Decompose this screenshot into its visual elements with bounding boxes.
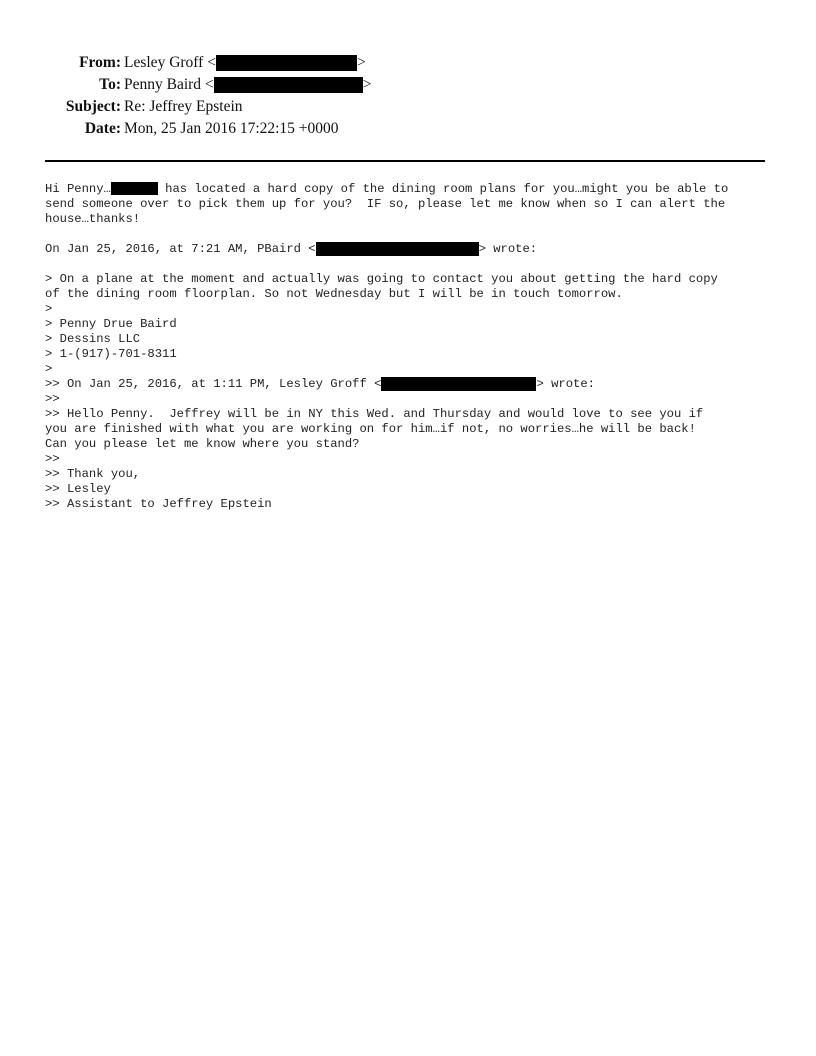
nested-quoted-line: >> Hello Penny. Jeffrey will be in NY this Wed. and Thursday and would love to see you if xyxy=(45,407,704,421)
body-text: has located a hard copy of the dining room plans for you…might you be able to xyxy=(157,182,729,196)
email-body xyxy=(45,182,775,512)
quoted-line: > On a plane at the moment and actually was going to contact you about getting the hard copy xyxy=(45,272,718,286)
quoted-line: > 1-(917)-701-8311 xyxy=(45,347,177,361)
to-name: Penny Baird < xyxy=(124,76,214,93)
redaction-box xyxy=(216,55,357,71)
quoted-line: of the dining room floorplan. So not Wednesday but I will be in touch tomorrow. xyxy=(45,287,623,301)
redaction-box xyxy=(381,377,536,391)
quote-header xyxy=(45,242,775,257)
body-text: > wrote: xyxy=(536,377,595,392)
blank-line xyxy=(45,227,775,242)
nested-quoted-line: >> Thank you, xyxy=(45,467,141,481)
nested-quoted-line: Can you please let me know where you stand? xyxy=(45,437,360,451)
date-row xyxy=(0,118,816,140)
nested-quoted-line: >> Assistant to Jeffrey Epstein xyxy=(45,497,272,511)
from-value xyxy=(124,52,366,74)
body-text: > wrote: xyxy=(478,242,538,257)
subject-value: Re: Jeffrey Epstein xyxy=(124,98,243,115)
body-text: On Jan 25, 2016, at 7:21 AM, PBaird < xyxy=(45,242,316,257)
quoted-line: > Penny Drue Baird xyxy=(45,317,177,331)
date-value: Mon, 25 Jan 2016 17:22:15 +0000 xyxy=(124,120,339,137)
subject-row xyxy=(0,96,816,118)
to-label: To: xyxy=(99,76,121,93)
quoted-line: > Dessins LLC xyxy=(45,332,141,346)
body-line: house…thanks! xyxy=(45,212,141,226)
from-name: Lesley Groff < xyxy=(124,54,216,71)
nested-quoted-line: >> xyxy=(45,392,60,406)
redaction-box xyxy=(316,242,479,256)
from-label: From: xyxy=(79,54,121,71)
nested-quote-header xyxy=(45,377,775,392)
date-label: Date: xyxy=(84,120,121,137)
nested-quoted-line: >> xyxy=(45,452,60,466)
nested-quoted-line: you are finished with what you are working on for him…if not, no worries…he will be back! xyxy=(45,422,696,436)
email-header xyxy=(0,52,816,140)
blank-line xyxy=(45,257,775,272)
body-text: >> On Jan 25, 2016, at 1:11 PM, Lesley Groff < xyxy=(45,377,382,392)
to-row xyxy=(0,74,816,96)
redaction-box xyxy=(111,182,158,195)
body-line xyxy=(45,182,775,197)
quoted-line: > xyxy=(45,302,53,316)
header-divider xyxy=(45,160,765,162)
subject-label: Subject: xyxy=(65,98,121,115)
redaction-box xyxy=(214,77,363,93)
to-close: > xyxy=(362,76,372,93)
body-line: send someone over to pick them up for you? IF so, please let me know when so I can alert the xyxy=(45,197,726,211)
to-value xyxy=(124,74,371,96)
from-close: > xyxy=(356,54,366,71)
body-text: Hi Penny… xyxy=(45,182,111,196)
quoted-line: > xyxy=(45,362,53,376)
from-row xyxy=(0,52,816,74)
nested-quoted-line: >> Lesley xyxy=(45,482,111,496)
